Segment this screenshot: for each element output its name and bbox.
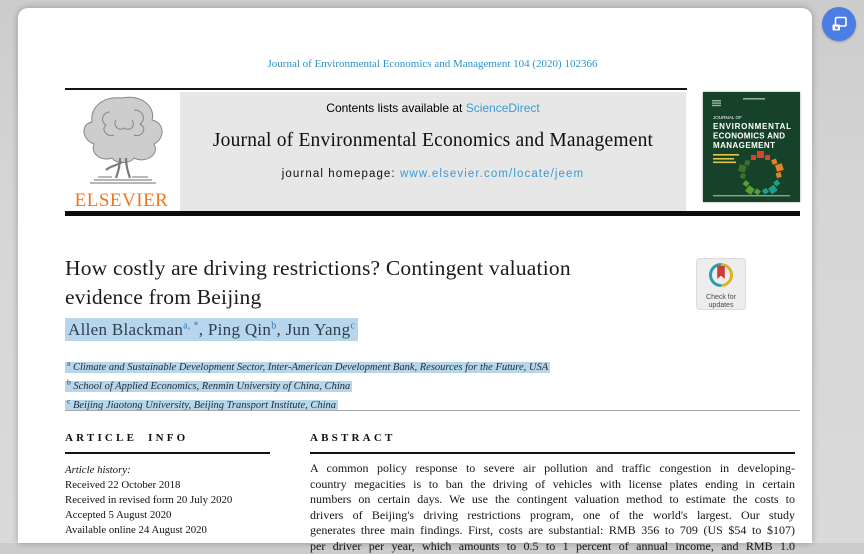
svg-text:ECONOMICS AND: ECONOMICS AND	[713, 131, 785, 141]
check-for-updates-badge[interactable]	[696, 258, 746, 310]
affiliations	[65, 356, 550, 413]
crossmark-icon	[708, 262, 734, 288]
svg-text:ENVIRONMENTAL: ENVIRONMENTAL	[713, 122, 791, 131]
affiliation-b: $^b$ School of Applied Economics, Renmin University of China, China	[67, 377, 351, 392]
abstract-rule	[310, 452, 795, 454]
header-top-rule	[65, 88, 687, 90]
check-badge-text: Check for updates	[706, 294, 736, 309]
history-available: Available online 24 August 2020	[65, 524, 207, 536]
journal-cover-art	[703, 92, 800, 202]
abstract-section	[310, 432, 795, 554]
homepage-line	[180, 168, 686, 180]
header-bottom-rule	[65, 211, 800, 216]
author-line: Allen Blackman$^{a, *}$, Ping Qin$^b$, Jun Yang$^c$	[65, 320, 358, 340]
author-1: Allen Blackman	[68, 320, 184, 339]
pdf-page	[18, 8, 812, 553]
svg-text:JOURNAL OF: JOURNAL OF	[713, 115, 742, 120]
article-title-line1: How costly are driving restrictions? Contingent valuation	[65, 256, 571, 280]
history-revised: Received in revised form 20 July 2020	[65, 494, 233, 506]
article-title-line2: evidence from Beijing	[65, 285, 262, 309]
homepage-prefix: journal homepage:	[281, 168, 401, 180]
article-info-section	[65, 432, 270, 538]
affiliation-c: $^c$ Beijing Jiaotong University, Beijing Transport Institute, China	[67, 396, 337, 411]
abstract-text: A common policy response to severe air pollution and traffic congestion in developing- country megacities is to ban the driving of vehicles with license plates ending in certain numbers on certain days. We use the contingent valuation method to estimate the costs to drivers of Beijing's driving restrictions program, one of the world's largest. Our study generates three main findings. First, costs are substantial: RMB 356 to 709 (US $54 to $107) per driver per year, which amounts to 0.5 to 1 percent of annual income, and RMB 1.0	[310, 461, 795, 553]
history-accepted: Accepted 5 August 2020	[65, 509, 172, 521]
elsevier-logo[interactable]	[65, 92, 178, 212]
journal-header-box	[180, 92, 686, 212]
svg-text:MANAGEMENT: MANAGEMENT	[713, 141, 775, 150]
homepage-url-link[interactable]: www.elsevier.com/locate/jeem	[400, 168, 585, 180]
article-info-rule	[65, 452, 270, 454]
author-2-sup[interactable]: b	[271, 320, 277, 332]
send-to-device-icon[interactable]	[822, 7, 856, 41]
journal-citation: Journal of Environmental Economics and Management 104 (2020) 102366	[267, 58, 598, 70]
abstract-heading: ABSTRACT	[310, 432, 396, 444]
author-2: Ping Qin	[207, 320, 272, 339]
contents-line	[180, 92, 686, 115]
journal-cover-thumbnail[interactable]	[703, 92, 800, 202]
article-info-heading: ARTICLE INFO	[65, 432, 189, 444]
sciencedirect-link[interactable]: ScienceDirect	[465, 101, 540, 115]
history-received: Received 22 October 2018	[65, 479, 181, 491]
article-title	[65, 254, 695, 312]
affiliation-divider-rule	[65, 410, 800, 411]
author-3-sup[interactable]: c	[350, 320, 356, 332]
elsevier-wordmark: ELSEVIER	[74, 190, 169, 211]
journal-title: Journal of Environmental Economics and Management	[212, 130, 654, 151]
author-1-sup[interactable]: a, *	[183, 320, 199, 332]
affiliation-a: $^a$ Climate and Sustainable Development Sector, Inter-American Development Bank, Resources for the Future, USA	[67, 358, 549, 373]
device-arrow-glyph	[829, 14, 849, 34]
contents-prefix: Contents lists available at	[326, 101, 466, 115]
elsevier-tree-icon	[72, 92, 172, 188]
article-history-label: Article history:	[65, 464, 131, 476]
author-3: Jun Yang	[285, 320, 351, 339]
